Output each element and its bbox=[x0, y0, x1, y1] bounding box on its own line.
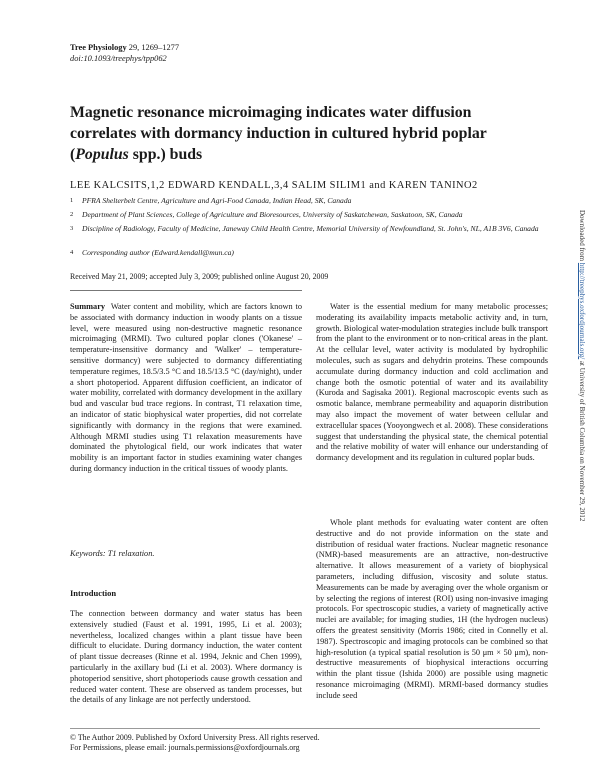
affiliation-num: 4 bbox=[70, 249, 74, 256]
section-heading-introduction: Introduction bbox=[70, 588, 117, 598]
watermark-link[interactable]: http://treephys.oxfordjournals.org/ bbox=[578, 262, 586, 360]
abstract-lead: Summary bbox=[70, 302, 106, 311]
watermark-prefix: Downloaded from bbox=[578, 210, 586, 263]
divider bbox=[70, 290, 302, 291]
permissions: For Permissions, please email: journals.permissions@oxfordjournals.org bbox=[70, 743, 300, 752]
received-dates: Received May 21, 2009; accepted July 3, 2009; published online August 20, 2009 bbox=[70, 272, 329, 281]
title-species: Populus bbox=[75, 146, 129, 163]
watermark-suffix: at University of British Columbia on November 29, 2012 bbox=[578, 359, 586, 522]
right-column-paragraph-2: Whole plant methods for evaluating water content are often destructive and do not provide information on the state and distribution of residual water fractions. Nuclear magnetic resonance (NMR)-based measurements are an attractive, non-destructive alternative. It allows measurement of a variety of biophysical parameters, including diffusion, viscosity and solute status. Measurements can be made by averaging over the whole organism or by selecting the regions of interest (ROI) using non-invasive imaging protocols. For spectroscopic studies, a variety of magnetically active nuclei are available; for imaging studies, 1H (the hydrogen nucleus) offers the greatest sensitivity (Morris 1986; cited in Connelly et al. 1987). Spectroscopic and imaging protocols can be combined so that high-resolution (a typical spatial resolution is 50 μm × 50 μm), non-destructive measurements of biophysical interactions occurring within the plant tissue (Ishida 2000) are possible using magnetic resonance microimaging (MRMI). MRMI-based dormancy studies include seed bbox=[316, 518, 548, 700]
download-watermark bbox=[578, 210, 586, 521]
affiliation-num: 1 bbox=[70, 197, 74, 204]
title-part2: spp.) buds bbox=[128, 146, 203, 163]
footer bbox=[70, 733, 540, 753]
copyright: © The Author 2009. Published by Oxford University Press. All rights reserved. bbox=[70, 733, 320, 742]
affiliation-text: Discipline of Radiology, Faculty of Medicine, Janeway Child Health Centre, Memorial University of Newfoundland, St. John's, NL, A1B 3V6, Canada bbox=[82, 224, 539, 233]
abstract bbox=[70, 302, 302, 475]
author-list: LEE KALCSITS,1,2 EDWARD KENDALL,3,4 SALIM SILIM1 and KAREN TANINO2 bbox=[70, 180, 478, 191]
article-title bbox=[70, 102, 540, 165]
footer-divider bbox=[70, 728, 540, 729]
journal-name: Tree Physiology bbox=[70, 43, 127, 52]
affiliation-2 bbox=[70, 210, 540, 220]
affiliation-text: Department of Plant Sciences, College of Agriculture and Bioresources, University of Saskatchewan, Saskatoon, SK, Canada bbox=[82, 210, 463, 219]
journal-citation: 29, 1269–1277 bbox=[128, 43, 180, 52]
affiliation-text: Corresponding author (Edward.kendall@mun.ca) bbox=[82, 248, 234, 257]
doi[interactable]: doi:10.1093/treephys/tpp062 bbox=[70, 54, 167, 63]
affiliation-num: 2 bbox=[70, 211, 74, 218]
right-column-paragraph-1: Water is the essential medium for many metabolic processes; moderating its availability impacts metabolic activity and, in turn, growth. Biological water-modulation strategies include bulk transport from the plant to the environment or to non-critical areas in the plant. At the cellular level, water activity is modulated by hydrophilic molecules, such as sugars and dehydrin proteins. These compounds accumulate during dormancy induction and cold acclimation and change both the osmotic potential of water and its availability (Kuroda and Sagisaka 2001). Regional macroscopic events such as osmotic balance, membrane permeability and aquaporin distribution may also impact the movement of water between cellular and extracellular spaces (Yooyongwech et al. 2008). These considerations suggest that understanding the physical state, the chemical potential and the relative mobility of water will enhance our understanding of dormancy development and its regulation in cultured poplar buds. bbox=[316, 302, 548, 463]
affiliation-4 bbox=[70, 248, 540, 258]
affiliation-num: 3 bbox=[70, 225, 74, 232]
keywords: Keywords: T1 relaxation. bbox=[70, 549, 155, 558]
journal-header bbox=[70, 42, 179, 64]
affiliation-1 bbox=[70, 196, 540, 206]
introduction-paragraph: The connection between dormancy and water status has been extensively studied (Faust et al. 1991, 1995, Li et al. 2003); nevertheless, localized changes within a plant tissue have been difficult to elucidate. During dormancy induction, the water content of plant tissue decreases (Rinne et al. 1994, Jeknic and Chen 1999), particularly in the axillary bud (Li et al. 2003). Where dormancy is photoperiod sensitive, short photoperiods cause growth cessation and reduced water content. These are observed as tandem processes, but the details of any linkage are not perfectly understood. bbox=[70, 609, 302, 705]
title-part1: Magnetic resonance microimaging indicates water diffusion correlates with dormancy induction in cultured hybrid poplar ( bbox=[70, 104, 487, 163]
affiliation-3 bbox=[70, 224, 540, 234]
abstract-text: Water content and mobility, which are factors known to be associated with dormancy induction in woody plants on a tissue level, were measured using non-destructive magnetic resonance microimaging (MRMI). Two cultured poplar clones ('Okanese' – temperature-insensitive dormancy and 'Walker' – temperature-sensitive dormancy) were subjected to dormancy differentiating temperature regimes, 18.5/3.5 °C and 18.5/13.5 °C (day/night), under a short photoperiod. Apparent diffusion coefficient, an indicator of water mobility, correlated with dormancy development in the axillary bud and vascular bud trace regions. In contrast, T1 relaxation time, an indicator of static biophysical water properties, did not correlate significantly with dormancy in the regions that were examined. Although MRMI studies using T1 relaxation measurements have dominated the phytological field, our work indicates that water mobility is an important factor in studies examining water changes during dormancy induction in the critical tissues of woody plants. bbox=[70, 302, 302, 473]
affiliation-text: PFRA Shelterbelt Centre, Agriculture and Agri-Food Canada, Indian Head, SK, Canada bbox=[82, 196, 352, 205]
